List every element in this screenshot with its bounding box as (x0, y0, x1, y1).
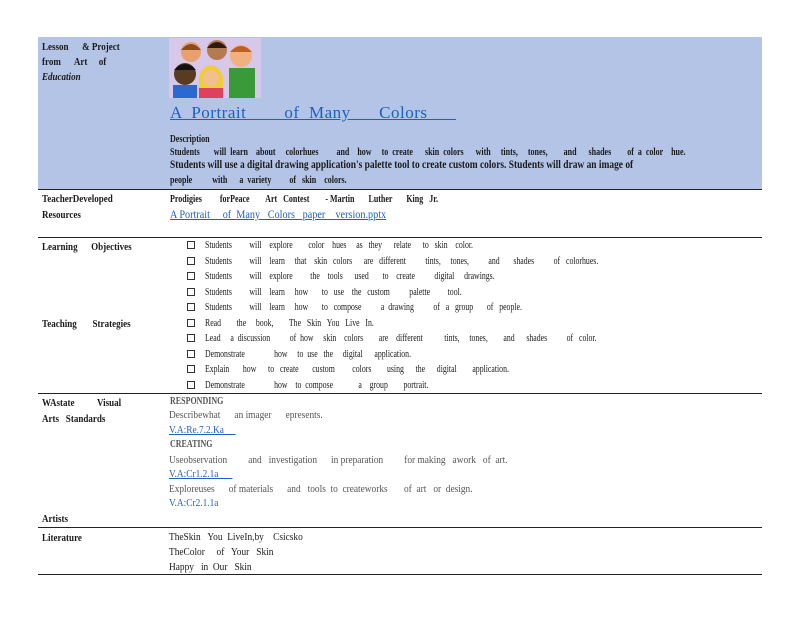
literature-item: TheColor of Your Skin (169, 546, 274, 558)
divider (38, 237, 762, 238)
strategy-item: Lead a discussion of how skin colors are different tints, tones, and shades of color. (205, 333, 597, 344)
divider (38, 189, 762, 190)
objective-item: Students will learn how to use the custom palette tool. (205, 287, 462, 298)
bullet-icon (187, 381, 195, 389)
bullet-icon (187, 334, 195, 342)
resources-label-2: Resources (42, 209, 81, 221)
strategies-label: Teaching Strategies (42, 318, 131, 330)
bullet-icon (187, 257, 195, 265)
standard-line-2: Useobservation and investigation in preparation for making awork of art. (169, 454, 508, 466)
strategy-item: Demonstrate how to use the digital application. (205, 349, 412, 360)
strategy-item: Explain how to create custom colors using the digital application. (205, 364, 509, 375)
bullet-icon (187, 350, 195, 358)
standard-code-1[interactable]: V.A:Re.7.2.Ka (169, 424, 236, 436)
objective-item: Students will explore the tools used to create digital drawings. (205, 271, 495, 282)
objective-item: Students will learn that skin colors are different tints, tones, and shades of colorhues. (205, 256, 599, 267)
literature-item: TheSkin You LiveIn,by Csicsko (169, 531, 303, 543)
standard-code-2[interactable]: V.A:Cr1.2.1a (169, 468, 233, 480)
lesson-label-3: Education (42, 71, 81, 83)
bullet-icon (187, 241, 195, 249)
resources-pptx-link[interactable]: A Portrait of Many Colors paper version.pptx (170, 207, 387, 221)
standard-line-3: Exploreuses of materials and tools to createworks of art or design. (169, 483, 473, 495)
description-line-1: Students will learn about colorhues and how to create skin colors with tints, tones, and shades of a color hue. (170, 147, 686, 158)
responding-heading: RESPONDING (170, 396, 224, 407)
lesson-label-1: Lesson & Project (42, 41, 120, 53)
creating-heading: CREATING (170, 439, 213, 450)
bullet-icon (187, 303, 195, 311)
objective-item: Students will learn how to compose a drawing of a group of people. (205, 302, 522, 313)
artists-label: Artists (42, 513, 69, 525)
standard-code-3[interactable]: V.A:Cr2.1.1a (169, 497, 219, 509)
divider (38, 574, 762, 575)
divider (38, 527, 762, 528)
resources-label-1: TeacherDeveloped (42, 193, 113, 205)
description-line-3: people with a variety of skin colors. (170, 175, 347, 186)
objective-item: Students will explore color hues as they relate to skin color. (205, 240, 473, 251)
strategy-item: Read the book, The Skin You Live In. (205, 318, 374, 329)
strategy-item: Demonstrate how to compose a group portrait. (205, 380, 429, 391)
divider (38, 393, 762, 394)
standards-label-1: WAstate Visual (42, 397, 122, 409)
bullet-icon (187, 319, 195, 327)
description-label: Description (170, 134, 210, 145)
portrait-icon (169, 38, 261, 98)
objectives-label: Learning Objectives (42, 241, 132, 253)
bullet-icon (187, 272, 195, 280)
standards-label-2: Arts Standards (42, 413, 106, 425)
bullet-icon (187, 365, 195, 373)
lesson-title-link[interactable]: A Portrait of Many Colors (170, 103, 456, 122)
bullet-icon (187, 288, 195, 296)
description-line-2: Students will use a digital drawing application's palette tool to create custom colors. Students will draw an image of (170, 159, 634, 171)
lesson-label-2: from Art of (42, 56, 107, 68)
resources-line: Prodigies forPeace Art Contest - Martin Luther King Jr. (170, 194, 439, 205)
literature-label: Literature (42, 532, 82, 544)
literature-item: Happy in Our Skin (169, 561, 252, 573)
standard-line-1: Describewhat an imager epresents. (169, 409, 323, 421)
children-portrait-image (169, 38, 261, 98)
